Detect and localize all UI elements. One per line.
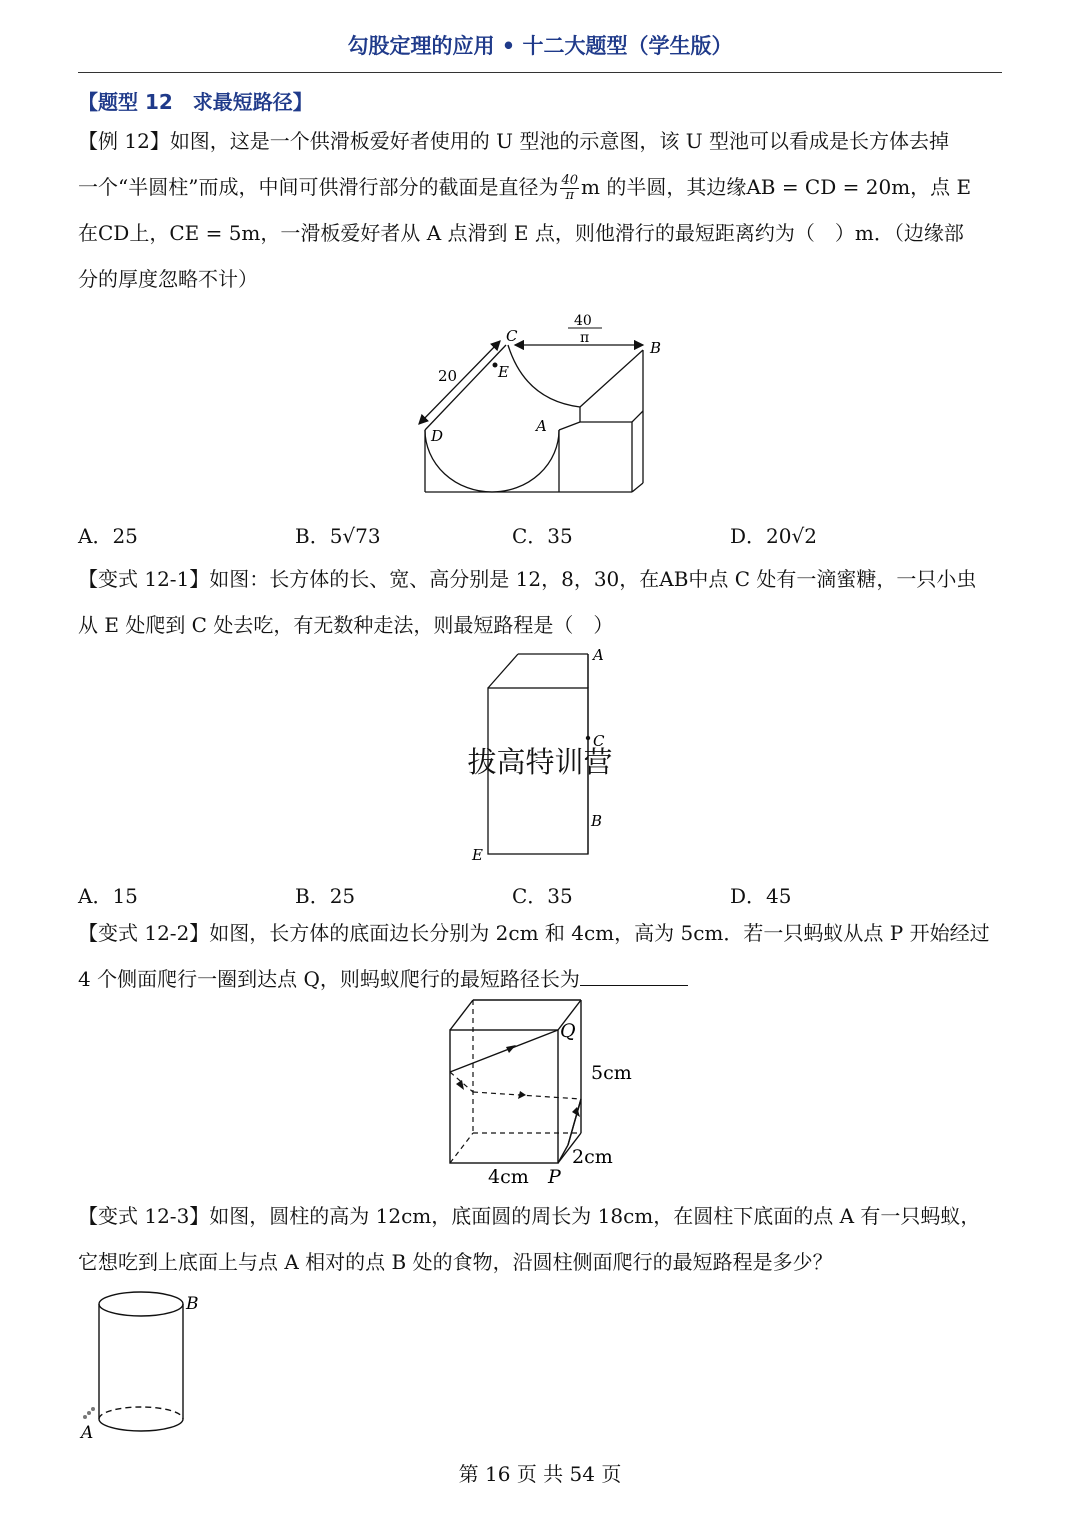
ant-icon	[87, 1411, 91, 1415]
cylinder-figure	[75, 1285, 215, 1445]
variant-12-1-text	[78, 556, 1004, 648]
page-header-title: 勾股定理的应用 • 十二大题型（学生版）	[347, 34, 733, 58]
label-p: P	[548, 1166, 561, 1188]
label-q: Q	[560, 1020, 576, 1042]
example-12-line4: 分的厚度忽略不计）	[78, 267, 258, 291]
variant-12-2-line1: 如图，长方体的底面边长分别为 2cm 和 4cm，高为 5cm．若一只蚂蚁从点 P 开始经过	[209, 921, 990, 945]
label-a: A	[81, 1423, 94, 1443]
label-b: B	[591, 812, 603, 830]
label-d: D	[431, 427, 444, 445]
header-divider	[78, 72, 1002, 73]
label-a: A	[593, 646, 604, 664]
option-b[interactable]: B．5√73	[295, 524, 381, 548]
section-title: 【题型 12 求最短路径】	[78, 90, 313, 114]
label-c: C	[506, 327, 518, 345]
variant-12-2-tag: 【变式 12-2】	[78, 921, 210, 945]
label-e: E	[498, 363, 509, 381]
watermark-text: 拔高特训营	[467, 745, 613, 779]
variant-12-1-options	[78, 880, 1004, 908]
variant-12-2-text	[78, 910, 1004, 1002]
example-12-line1: 如图，这是一个供滑板爱好者使用的 U 型池的示意图，该 U 型池可以看成是长方体去掉	[169, 129, 949, 153]
answer-blank[interactable]	[580, 984, 688, 986]
label-c: C	[593, 732, 605, 750]
label-dia-den: π	[580, 330, 590, 346]
option-a[interactable]: A．25	[78, 524, 138, 548]
label-b: B	[186, 1294, 199, 1314]
example-12-line2b: m 的半圆，其边缘AB = CD = 20m，点 E	[581, 175, 972, 199]
label-4cm: 4cm	[488, 1166, 529, 1188]
label-2cm: 2cm	[572, 1146, 613, 1168]
diameter-fraction: $\frac{40}{\pi}$	[561, 173, 578, 203]
variant-12-3-tag: 【变式 12-3】	[78, 1204, 210, 1228]
variant-12-3-text	[78, 1193, 1004, 1285]
variant-12-3-line1: 如图，圆柱的高为 12cm，底面圆的周长为 18cm，在圆柱下底面的点 A 有一只蚂蚁，	[209, 1204, 981, 1228]
prism-path-figure	[440, 995, 640, 1190]
page-footer: 第 16 页 共 54 页	[458, 1462, 622, 1486]
label-b: B	[650, 339, 662, 357]
label-dia-num: 40	[574, 313, 592, 329]
example-12-line2a: 一个“半圆柱”而成，中间可供滑行部分的截面是直径为	[78, 175, 559, 199]
u-pool-figure	[400, 305, 690, 505]
option-c[interactable]: C．35	[512, 524, 573, 548]
point-e-dot	[493, 363, 498, 368]
example-12-tag: 【例 12】	[78, 129, 170, 153]
option-a[interactable]: A．15	[78, 884, 138, 908]
label-e: E	[472, 846, 483, 864]
example-12-text	[78, 118, 1004, 302]
label-20: 20	[438, 367, 458, 385]
option-d[interactable]: D．45	[730, 884, 792, 908]
label-5cm: 5cm	[591, 1062, 632, 1084]
variant-12-1-line2: 从 E 处爬到 C 处去吃，有无数种走法，则最短路程是（ ）	[78, 613, 614, 637]
example-12-options	[78, 520, 1004, 548]
example-12-line3: 在CD上，CE = 5m，一滑板爱好者从 A 点滑到 E 点，则他滑行的最短距离约为（ ）m．（边缘部	[78, 221, 964, 245]
variant-12-2-line2: 4 个侧面爬行一圈到达点 Q，则蚂蚁爬行的最短路径长为	[78, 967, 580, 991]
option-c[interactable]: C．35	[512, 884, 573, 908]
variant-12-1-tag: 【变式 12-1】	[78, 567, 210, 591]
option-b[interactable]: B．25	[295, 884, 356, 908]
label-a: A	[536, 417, 547, 435]
variant-12-3-line2: 它想吃到上底面上与点 A 相对的点 B 处的食物，沿圆柱侧面爬行的最短路程是多少？	[78, 1250, 833, 1274]
option-d[interactable]: D．20√2	[730, 524, 817, 548]
variant-12-1-line1: 如图：长方体的长、宽、高分别是 12，8，30，在AB中点 C 处有一滴蜜糖，一只小虫	[209, 567, 977, 591]
